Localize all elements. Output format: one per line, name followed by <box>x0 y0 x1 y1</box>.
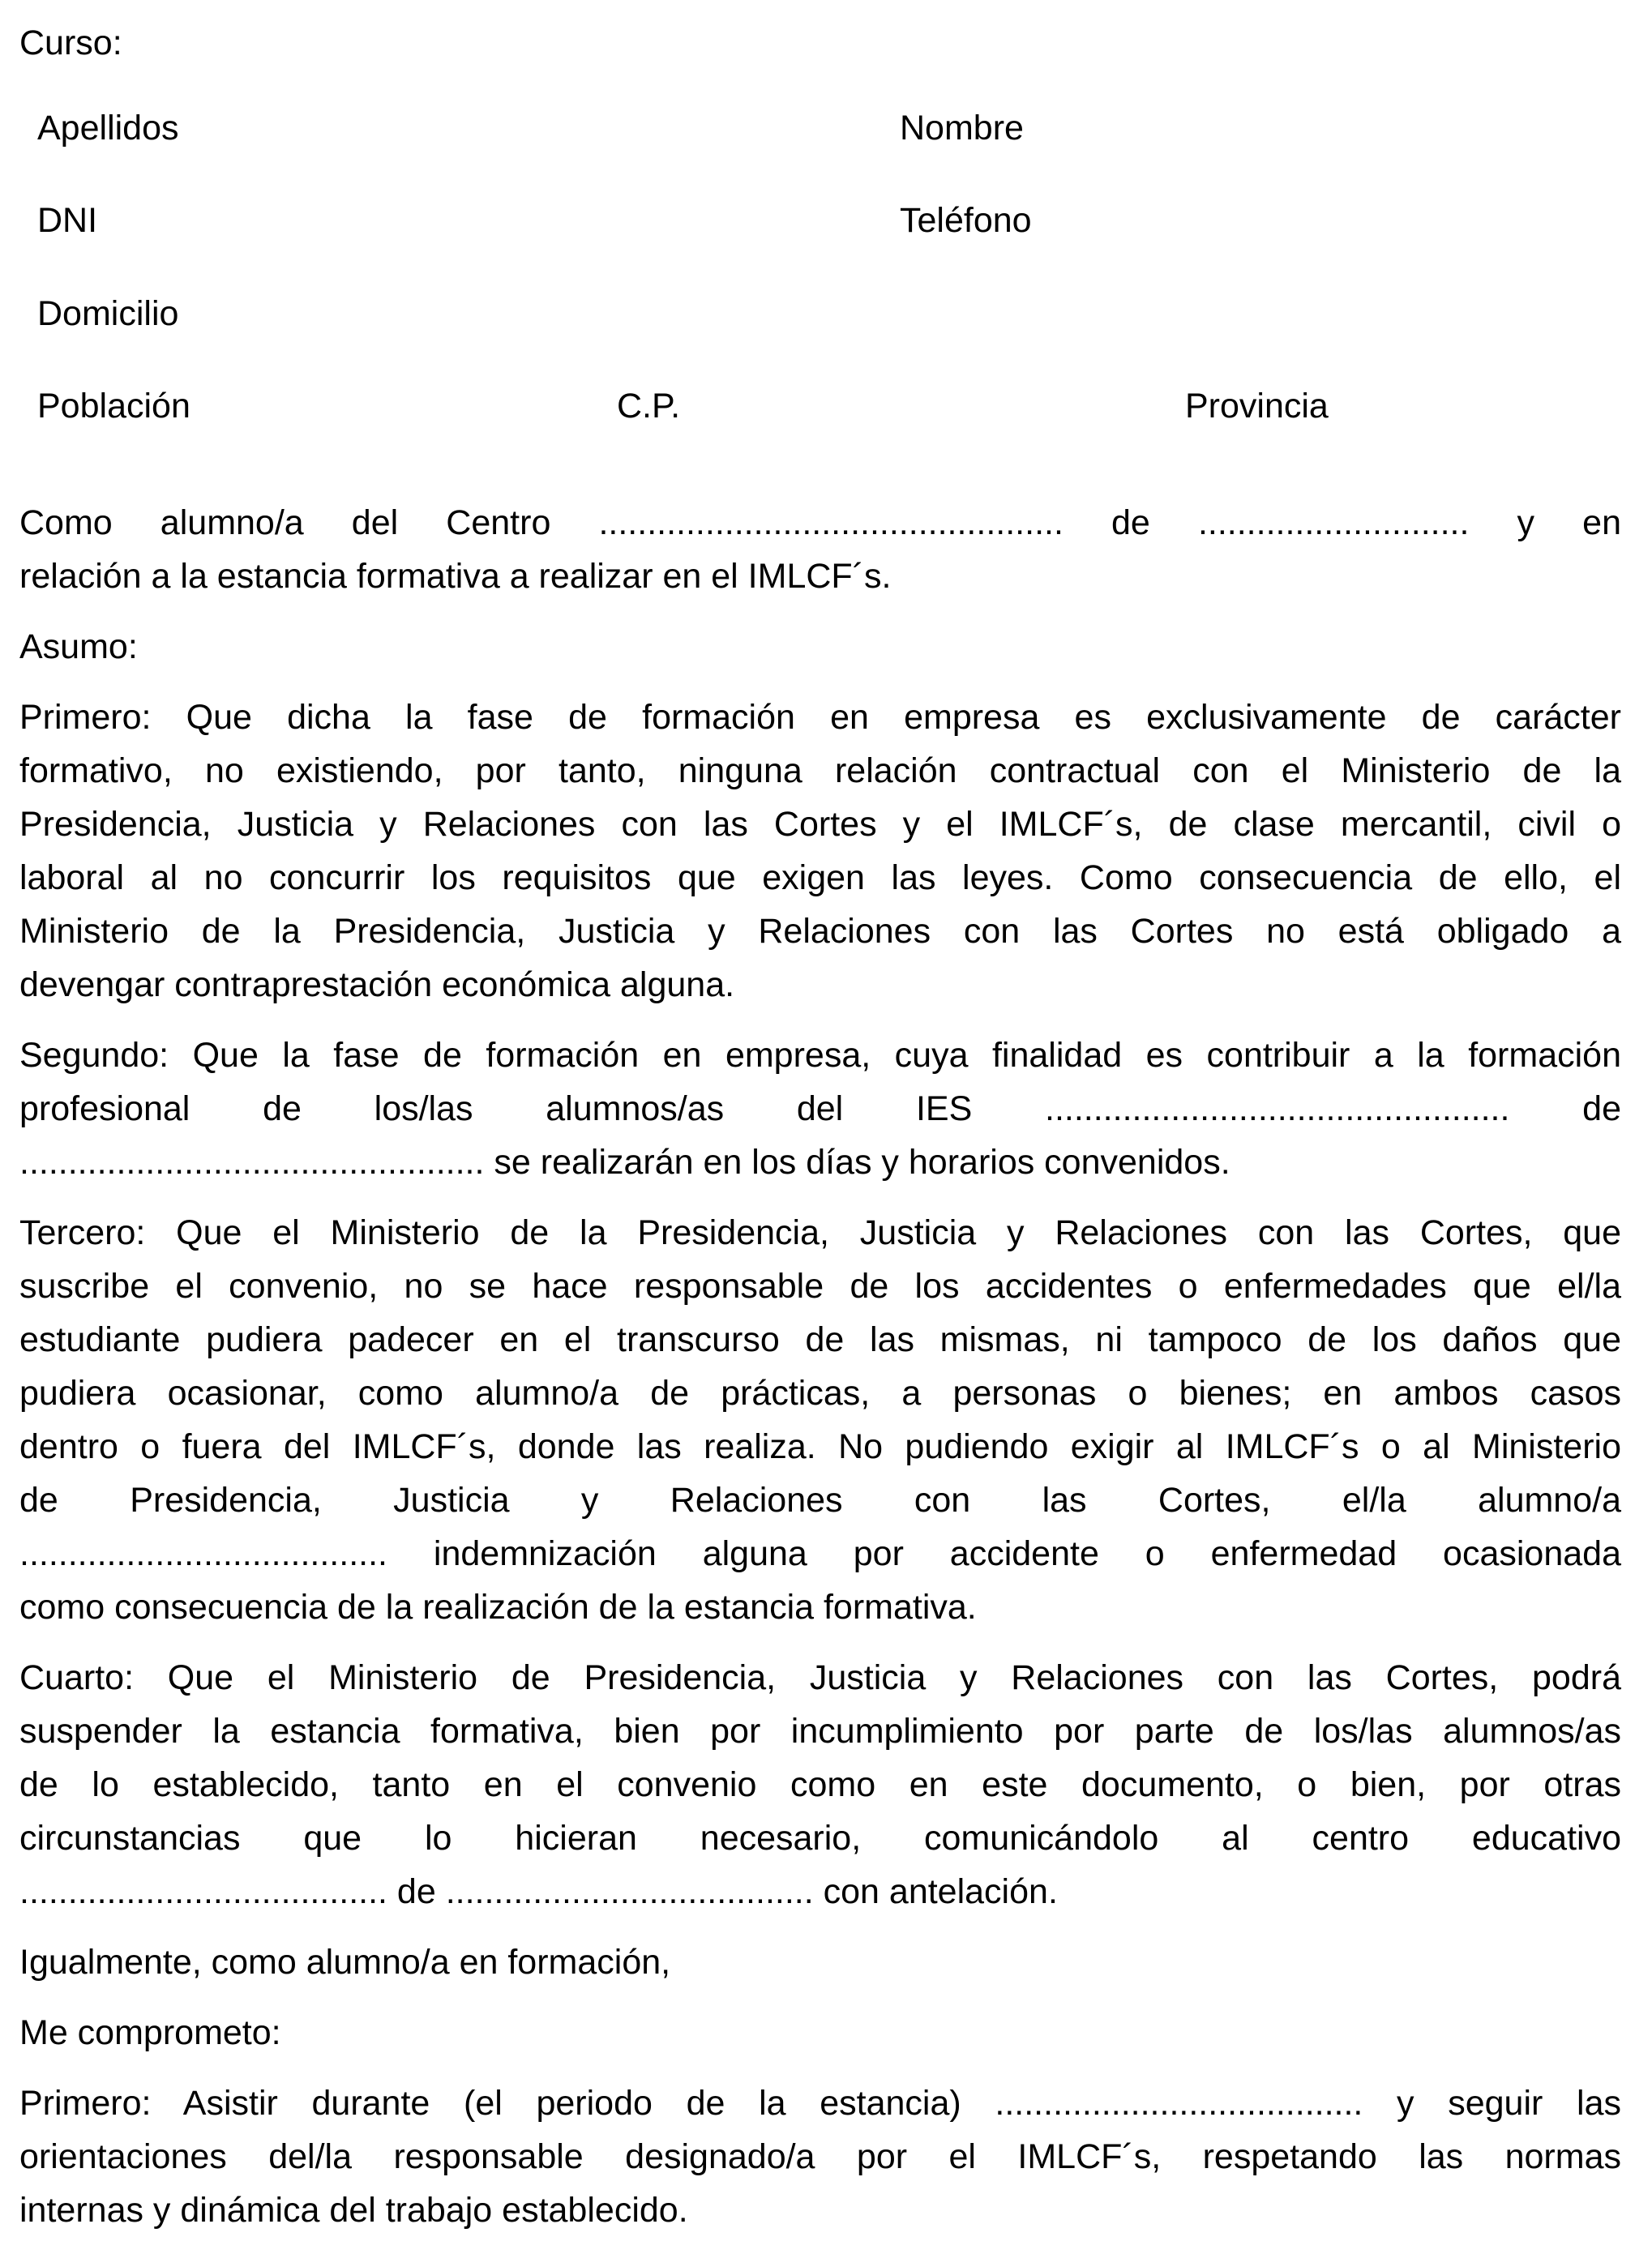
paragraph-line: formativo, no existiendo, por tanto, ninguna relación contractual con el Ministerio de la <box>19 751 1621 790</box>
telefono-label: Teléfono <box>900 201 1032 240</box>
paragraph-line: internas y dinámica del trabajo establecido. <box>19 2191 688 2230</box>
paragraph <box>19 1029 1621 1189</box>
paragraph-line: relación a la estancia formativa a realizar en el IMLCF´s. <box>19 557 892 596</box>
paragraph <box>19 620 1621 674</box>
paragraph-line: dentro o fuera del IMLCF´s, donde las realiza. No pudiendo exigir al IMLCF´s o al Ministerio <box>19 1427 1621 1466</box>
poblacion-label: Población <box>37 387 190 426</box>
paragraph <box>19 691 1621 1012</box>
paragraph-line: suscribe el convenio, no se hace responsable de los accidentes o enfermedades que el/la <box>19 1267 1621 1306</box>
paragraph-line: Cuarto: Que el Ministerio de Presidencia, Justicia y Relaciones con las Cortes, podrá <box>19 1658 1621 1697</box>
document-body <box>19 496 1621 2254</box>
paragraph-line: Tercero: Que el Ministerio de la Presidencia, Justicia y Relaciones con las Cortes, que <box>19 1213 1621 1252</box>
nombre-label: Nombre <box>900 109 1024 148</box>
paragraph-line: Primero: Asistir durante (el periodo de la estancia) ...................................... y seguir las <box>19 2084 1621 2123</box>
paragraph-line: profesional de los/las alumnos/as del IES ................................................ de <box>19 1089 1621 1128</box>
apellidos-label: Apellidos <box>37 109 179 148</box>
paragraph-line: ...................................... indemnización alguna por accidente o enfermedad ocasionada <box>19 1534 1621 1573</box>
paragraph-line: ...................................... de ...................................... con antelación. <box>19 1872 1058 1911</box>
paragraph <box>19 1935 1621 1989</box>
paragraph-line: pudiera ocasionar, como alumno/a de prácticas, a personas o bienes; en ambos casos <box>19 1374 1621 1413</box>
paragraph-line: Como alumno/a del Centro ................................................ de ............................ y en <box>19 503 1621 542</box>
paragraph <box>19 496 1621 603</box>
paragraph <box>19 1206 1621 1634</box>
paragraph-line: orientaciones del/la responsable designado/a por el IMLCF´s, respetando las normas <box>19 2137 1621 2176</box>
dni-label: DNI <box>37 201 98 240</box>
paragraph-line: ................................................ se realizarán en los días y horarios convenidos. <box>19 1143 1230 1182</box>
paragraph-line: circunstancias que lo hicieran necesario, comunicándolo al centro educativo <box>19 1819 1621 1858</box>
paragraph-line: de Presidencia, Justicia y Relaciones con las Cortes, el/la alumno/a <box>19 1481 1621 1520</box>
paragraph-line: devengar contraprestación económica alguna. <box>19 965 735 1004</box>
paragraph-line: laboral al no concurrir los requisitos que exigen las leyes. Como consecuencia de ello, el <box>19 858 1621 897</box>
domicilio-label: Domicilio <box>37 294 179 333</box>
paragraph-line: Segundo: Que la fase de formación en empresa, cuya finalidad es contribuir a la formación <box>19 1036 1621 1075</box>
curso-label: Curso: <box>19 24 122 62</box>
paragraph <box>19 2006 1621 2059</box>
paragraph-line: como consecuencia de la realización de la estancia formativa. <box>19 1588 977 1627</box>
paragraph-line: estudiante pudiera padecer en el transcurso de las mismas, ni tampoco de los daños que <box>19 1320 1621 1359</box>
provincia-label: Provincia <box>1185 387 1329 426</box>
paragraph-line: Presidencia, Justicia y Relaciones con las Cortes y el IMLCF´s, de clase mercantil, civil o <box>19 805 1621 844</box>
paragraph-line: Asumo: <box>19 627 138 666</box>
paragraph-line: de lo establecido, tanto en el convenio como en este documento, o bien, por otras <box>19 1765 1621 1804</box>
paragraph-line: suspender la estancia formativa, bien por incumplimiento por parte de los/las alumnos/as <box>19 1712 1621 1751</box>
paragraph-line: Igualmente, como alumno/a en formación, <box>19 1943 671 1982</box>
cp-label: C.P. <box>617 387 681 426</box>
paragraph-line: Primero: Que dicha la fase de formación en empresa es exclusivamente de carácter <box>19 698 1621 737</box>
paragraph-line: Ministerio de la Presidencia, Justicia y Relaciones con las Cortes no está obligado a <box>19 912 1621 951</box>
paragraph <box>19 2077 1621 2237</box>
paragraph <box>19 1651 1621 1918</box>
paragraph-line: Me comprometo: <box>19 2013 281 2052</box>
